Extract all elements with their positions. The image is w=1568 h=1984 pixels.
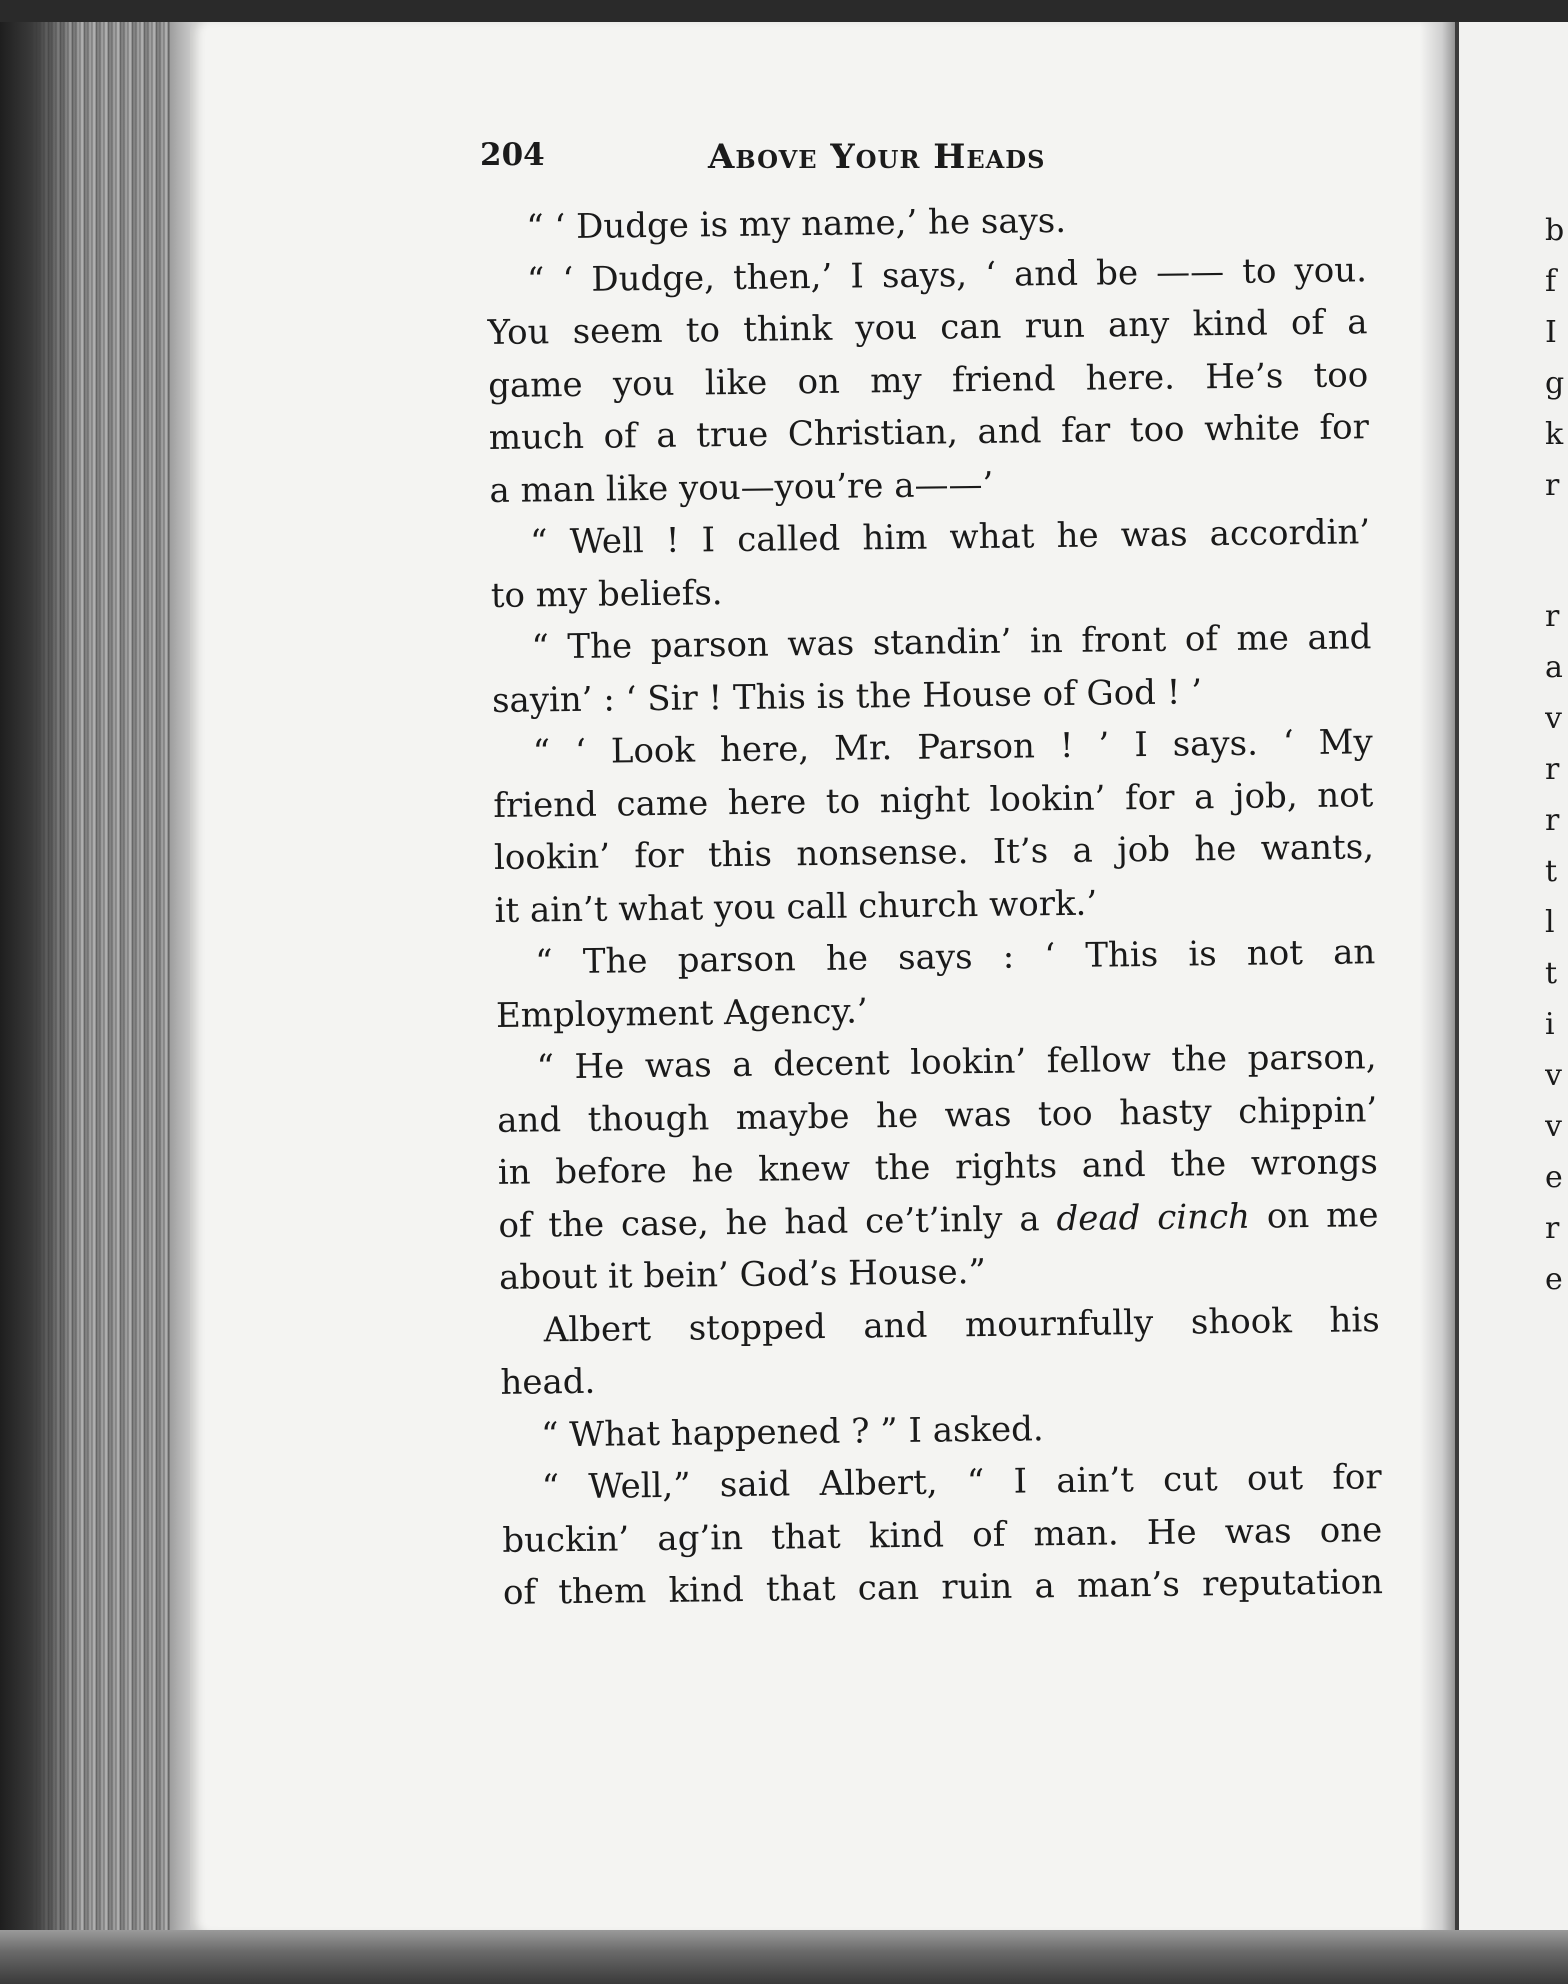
text-line: You seem to think you can run any kind of a — [487, 302, 1368, 353]
facing-letter: r — [1545, 599, 1560, 634]
text-line: lookin’ for this nonsense. It’s a job he wants, — [493, 827, 1375, 878]
facing-letter: a — [1545, 650, 1563, 685]
italic-phrase: dead cinch — [1056, 1196, 1251, 1239]
text-line: buckin’ ag’in that kind of man. He was one — [502, 1509, 1383, 1561]
facing-letter: t — [1545, 854, 1558, 889]
facing-letter: k — [1545, 417, 1564, 452]
facing-page-text — [1545, 205, 1568, 1305]
text-line: sayin’ : ‘ Sir ! This is the House of God ! ’ — [491, 671, 1203, 721]
text-line: about it bein’ God’s House.” — [498, 1251, 987, 1298]
page-number: 204 — [480, 137, 545, 173]
text-line: “ ‘ Dudge is my name,’ he says. — [526, 200, 1067, 248]
text-line: friend came here to night lookin’ for a job, not — [493, 774, 1374, 826]
facing-letter: l — [1545, 905, 1555, 940]
text-line: of them kind that can ruin a man’s reputation — [502, 1562, 1384, 1613]
top-edge — [0, 0, 1568, 22]
text-line: it ain’t what you call church work.’ — [494, 883, 1098, 931]
bottom-edge — [0, 1930, 1568, 1984]
text-line: “ Well,” said Albert, “ I ain’t cut out for — [541, 1457, 1382, 1508]
text-line: “ The parson was standin’ in front of me and — [531, 617, 1372, 668]
text-line: “ ‘ Dudge, then,’ I says, ‘ and be —— to you. — [526, 249, 1368, 301]
text-line: “ The parson he says : ‘ This is not an — [535, 932, 1376, 983]
text-line: and though maybe he was too hasty chippin’ — [496, 1089, 1378, 1141]
facing-letter: r — [1545, 1211, 1560, 1246]
body-text — [486, 191, 1383, 1619]
facing-letter: v — [1545, 701, 1562, 736]
text-segment: on me — [1266, 1194, 1379, 1237]
text-line: Albert stopped and mournfully shook his — [543, 1299, 1380, 1350]
facing-letter: b — [1545, 213, 1565, 248]
facing-letter: v — [1545, 1058, 1562, 1093]
facing-letter: r — [1545, 752, 1560, 787]
facing-letter: r — [1545, 803, 1560, 838]
text-line: much of a true Christian, and far too white for — [488, 407, 1370, 458]
text-line: “ Well ! I called him what he was accordin’ — [529, 512, 1371, 563]
text-segment: of the case, he had ce’t’inly a — [498, 1198, 1040, 1246]
facing-letter: f — [1545, 264, 1557, 299]
book-gutter — [1420, 18, 1460, 1936]
text-line: to my beliefs. — [490, 572, 723, 616]
text-line: “ He was a decent lookin’ fellow the parson, — [536, 1037, 1377, 1088]
facing-letter: g — [1545, 366, 1565, 401]
text-line: game you like on my friend here. He’s too — [487, 354, 1369, 406]
text-line: “ What happened ? ” I asked. — [540, 1408, 1044, 1455]
facing-letter: t — [1545, 956, 1558, 991]
facing-letter: r — [1545, 468, 1560, 503]
text-line: head. — [500, 1361, 596, 1403]
facing-letter: I — [1545, 315, 1557, 350]
text-line-with-italic — [498, 1189, 1379, 1252]
text-line: Employment Agency.’ — [495, 990, 868, 1036]
text-line: “ ‘ Look here, Mr. Parson ! ’ I says. ‘ My — [532, 722, 1373, 773]
facing-letter: e — [1545, 1262, 1563, 1297]
running-head: Above Your Heads — [708, 137, 1046, 177]
text-line: a man like you—you’re a——’ — [489, 464, 994, 511]
facing-letter: i — [1545, 1007, 1555, 1042]
facing-letter: e — [1545, 1160, 1563, 1195]
facing-letter: v — [1545, 1109, 1562, 1144]
text-line: in before he knew the rights and the wrongs — [497, 1142, 1379, 1193]
page-edges-shadow — [0, 0, 80, 1984]
page-header — [480, 137, 1120, 187]
